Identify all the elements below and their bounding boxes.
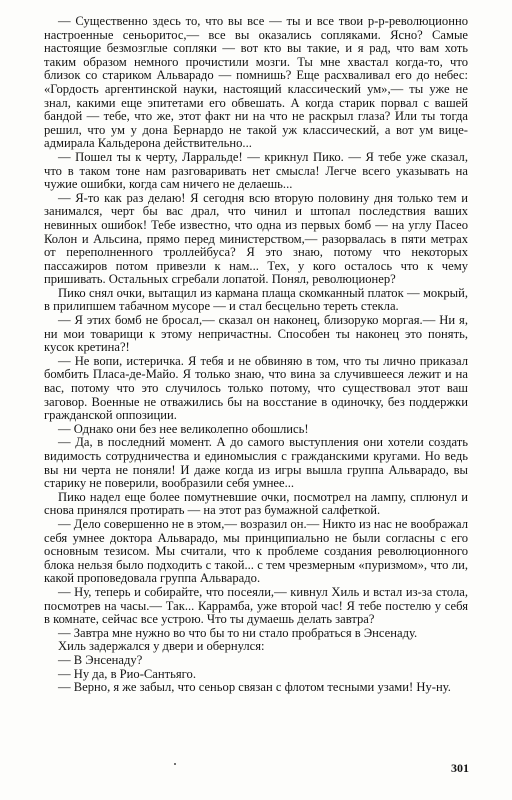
paragraph: — В Энсенаду? bbox=[58, 652, 143, 667]
paragraph: — Я этих бомб не бросал,— сказал он наконец, близоруко моргая.— Ни я, ни мои товарищи к этому непричастны. Способен ты наконец это понять, кусок кретина?! bbox=[44, 313, 468, 355]
paragraph: — Однако они без нее великолепно обошлись! bbox=[58, 421, 309, 436]
paragraph: — Ну, теперь и собирайте, что посеяли,— кивнул Хиль и встал из-за стола, посмотрев на часы.— Так... Каррамба, уже второй час! Я тебе постелю у себя в комнате, сейчас все устрою. Что ты думаешь делать завтра? bbox=[44, 584, 468, 627]
paragraph: — Пошел ты к черту, Ларральде! — крикнул Пико. — Я тебе уже сказал, что в таком тоне нам разговаривать нет смысла! Легче всего указывать на чужие ошибки, когда сам ничего не делаешь... bbox=[44, 149, 468, 192]
paragraph: — Верно, я же забыл, что сеньор связан с флотом тесными узами! Ну-ну. bbox=[58, 680, 451, 695]
paragraph: Хиль задержался у двери и обернулся: bbox=[58, 639, 265, 654]
paragraph: — Не вопи, истеричка. Я тебя и не обвиняю в том, что ты лично приказал бомбить Пласа-де-Майо. Я только знаю, что вина за случившееся лежит и на вас, потому что это случилось только потому, что существовал этот ваш заговор. Военные не отважились бы на восстание в одиночку, без поддержки гражданской оппозиции. bbox=[44, 353, 468, 423]
body-text bbox=[44, 15, 468, 695]
print-speck bbox=[174, 763, 176, 765]
paragraph: — Дело совершенно не в этом,— возразил он.— Никто из нас не воображал себя умнее доктора Альварадо, мы принципиально не были согласны с его основным тезисом. Мы считали, что к проблеме создания революционного блока нельзя было подходить с такой... с тем чрезмерным «пуризмом», что ли, какой проповедовала группа Альварадо. bbox=[44, 516, 468, 586]
paragraph: — Я-то как раз делаю! Я сегодня всю вторую половину дня только тем и занимался, черт бы вас драл, что чинил и штопал последствия ваших невинных ошибок! Тебе известно, что одна из первых бомб — на углу Пасео Колон и Альсина, прямо перед министерством,— разорвалась в пяти метрах от переполненного троллейбуса? Я это знаю, потому что некоторых пассажиров потом привезли к нам... Тех, у кого осталось что к чему пришивать. Остальных сгребали лопатой. Понял, революционер? bbox=[44, 190, 468, 287]
paragraph: — Завтра мне нужно во что бы то ни стало пробраться в Энсенаду. bbox=[58, 625, 418, 640]
paragraph: Пико снял очки, вытащил из кармана плаща скомканный платок — мокрый, в прилипшем табачном мусоре — и стал бесцельно тереть стекла. bbox=[44, 285, 468, 314]
paragraph: — Существенно здесь то, что вы все — ты и все твои р-р-революционно настроенные сеньоритос,— все вы оказались сопляками. Ясно? Самые настоящие безмозглые сопляки — вот кто вы такие, и я рад, что вам хоть таким образом немного прочистили мозги. Ты мне хвастал когда-то, что близок со стариком Альварадо — помнишь? Еще расхваливал его до небес: «Гордость аргентинской науки, настоящий классический ум»,— ты уже не знал, какими еще эпитетами его обвешать. А когда старик порвал с вашей бандой — тебе, что же, этот факт ни на что не раскрыл глаза? Или ты тогда решил, что ум у дона Бернардо не такой уж классический, а вот ум вице-адмирала Кальдерона действительно... bbox=[44, 14, 468, 151]
paragraph: — Ну да, в Рио-Сантьяго. bbox=[58, 666, 196, 681]
paragraph: — Да, в последний момент. А до самого выступления они хотели создать видимость сотрудничества и единомыслия с гражданскими кругами. Но ведь вы ни черта не поняли! И даже когда из игры вышла группа Альварадо, вы старику не поверили, вообразили себя умнее... bbox=[44, 435, 468, 491]
page-number: 301 bbox=[451, 761, 469, 775]
paragraph: Пико надел еще более помутневшие очки, посмотрел на лампу, сплюнул и снова принялся протирать — на этот раз бумажной салфеткой. bbox=[44, 489, 468, 518]
